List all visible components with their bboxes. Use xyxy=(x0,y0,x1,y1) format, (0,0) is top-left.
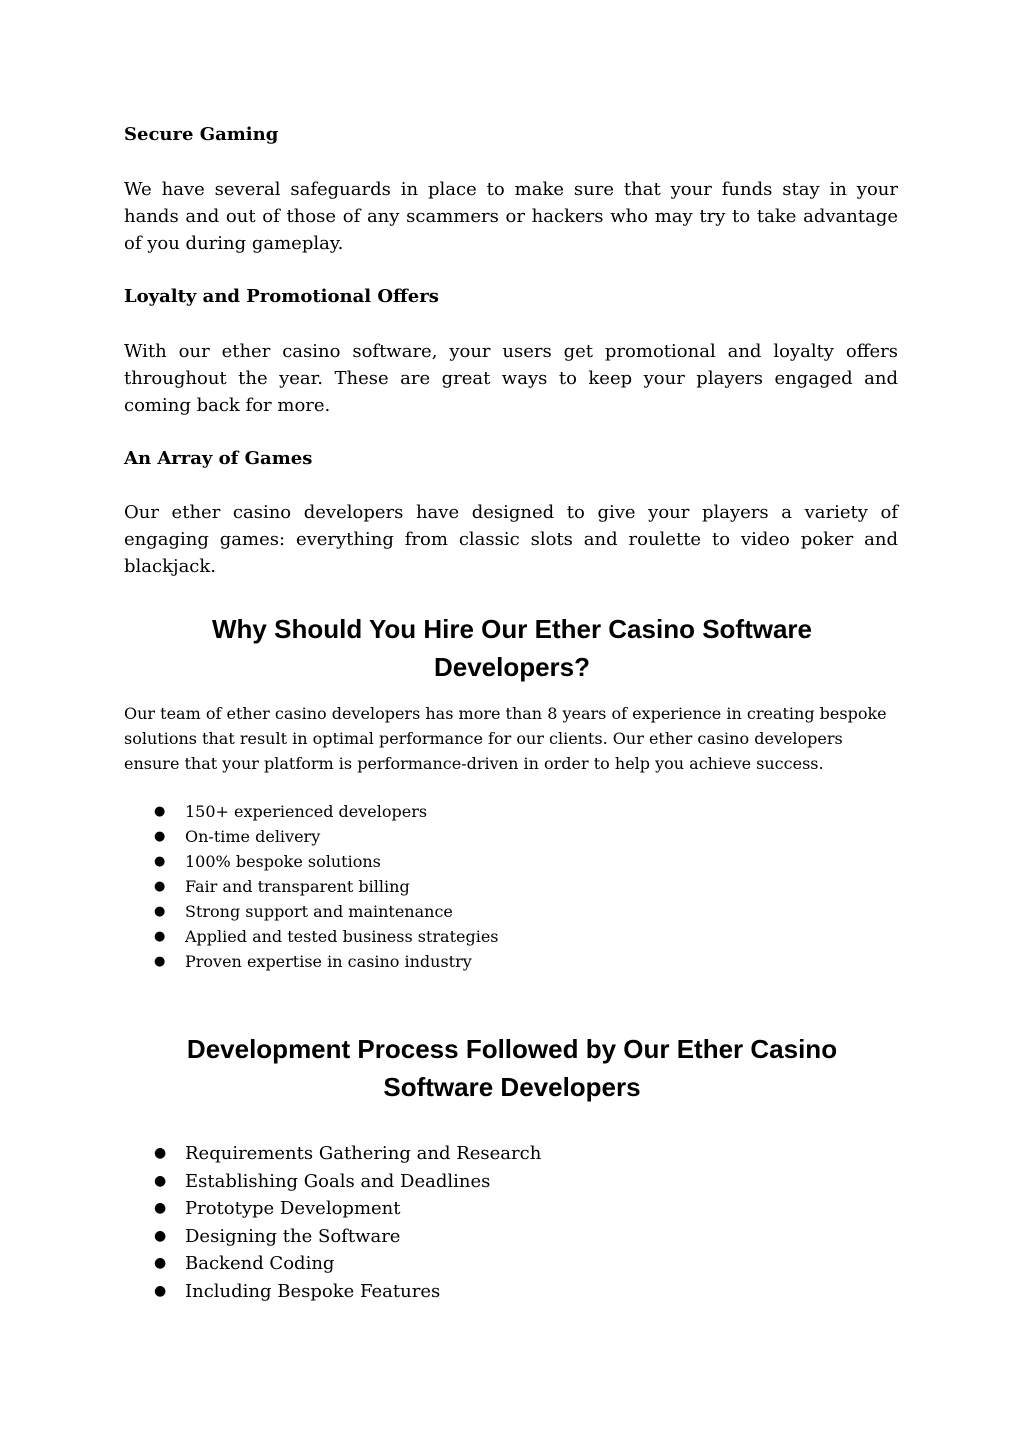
list-item xyxy=(124,1223,900,1251)
bullet-icon: ● xyxy=(154,804,166,819)
list-item-text: Backend Coding xyxy=(185,1253,335,1274)
bullet-icon: ● xyxy=(154,954,166,969)
list-item-text: Designing the Software xyxy=(185,1225,401,1247)
list-item xyxy=(124,799,900,824)
list-item xyxy=(124,824,900,849)
bullet-icon: ● xyxy=(154,879,166,894)
bullet-icon: ● xyxy=(154,929,166,944)
list-item-text: Requirements Gathering and Research xyxy=(185,1143,542,1164)
list-item xyxy=(124,924,900,949)
list-item-text: 150+ experienced developers xyxy=(185,802,428,821)
bullet-icon: ● xyxy=(154,904,166,919)
games-paragraph: Our ether casino developers have designed to give your players a variety of engaging games: everything from classic slots and roulette to video poker and blackjack. xyxy=(124,502,898,577)
bullet-icon: ● xyxy=(154,1282,167,1299)
list-item xyxy=(124,849,900,874)
bullet-icon: ● xyxy=(154,1227,167,1244)
process-title: Development Process Followed by Our Ether Casino Software Developers xyxy=(186,1034,838,1102)
process-list xyxy=(124,1140,900,1305)
bullet-icon: ● xyxy=(154,1200,167,1216)
why-hire-title: Why Should You Hire Our Ether Casino Software Developers? xyxy=(212,614,812,682)
bullet-icon: ● xyxy=(154,1172,167,1189)
list-item-text: Prototype Development xyxy=(185,1198,401,1219)
bullet-icon: ● xyxy=(154,829,166,844)
list-item-text: On-time delivery xyxy=(185,827,321,846)
list-item xyxy=(124,874,900,899)
list-item-text: Including Bespoke Features xyxy=(185,1280,441,1302)
loyalty-paragraph: With our ether casino software, your users get promotional and loyalty offers throughout the year. These are great ways to keep your players engaged and coming back for more. xyxy=(124,341,898,416)
secure-gaming-paragraph: We have several safeguards in place to make sure that your funds stay in your hands and out of those of any scammers or hackers who may try to take advantage of you during gameplay. xyxy=(124,179,898,254)
list-item-text: Applied and tested business strategies xyxy=(185,927,499,946)
bullet-icon: ● xyxy=(154,1145,167,1161)
bullet-icon: ● xyxy=(154,1255,167,1271)
list-item xyxy=(124,1140,900,1168)
why-hire-intro: Our team of ether casino developers has more than 8 years of experience in creating bespoke solutions that result in optimal performance for our clients. Our ether casino developers ensure that your platform is performance-driven in order to help you achieve success. xyxy=(124,704,887,773)
list-item-text: Strong support and maintenance xyxy=(185,902,453,921)
list-item-text: 100% bespoke solutions xyxy=(185,852,381,871)
list-item xyxy=(124,949,900,974)
list-item xyxy=(124,1250,900,1278)
secure-gaming-heading: Secure Gaming xyxy=(124,124,279,145)
list-item xyxy=(124,899,900,924)
why-hire-list xyxy=(124,799,900,974)
games-heading: An Array of Games xyxy=(124,448,313,469)
list-item-text: Proven expertise in casino industry xyxy=(185,952,472,971)
loyalty-heading: Loyalty and Promotional Offers xyxy=(124,286,439,307)
list-item xyxy=(124,1195,900,1223)
bullet-icon: ● xyxy=(154,854,166,869)
list-item xyxy=(124,1168,900,1196)
list-item-text: Fair and transparent billing xyxy=(185,877,410,896)
list-item xyxy=(124,1278,900,1306)
list-item-text: Establishing Goals and Deadlines xyxy=(185,1170,491,1192)
